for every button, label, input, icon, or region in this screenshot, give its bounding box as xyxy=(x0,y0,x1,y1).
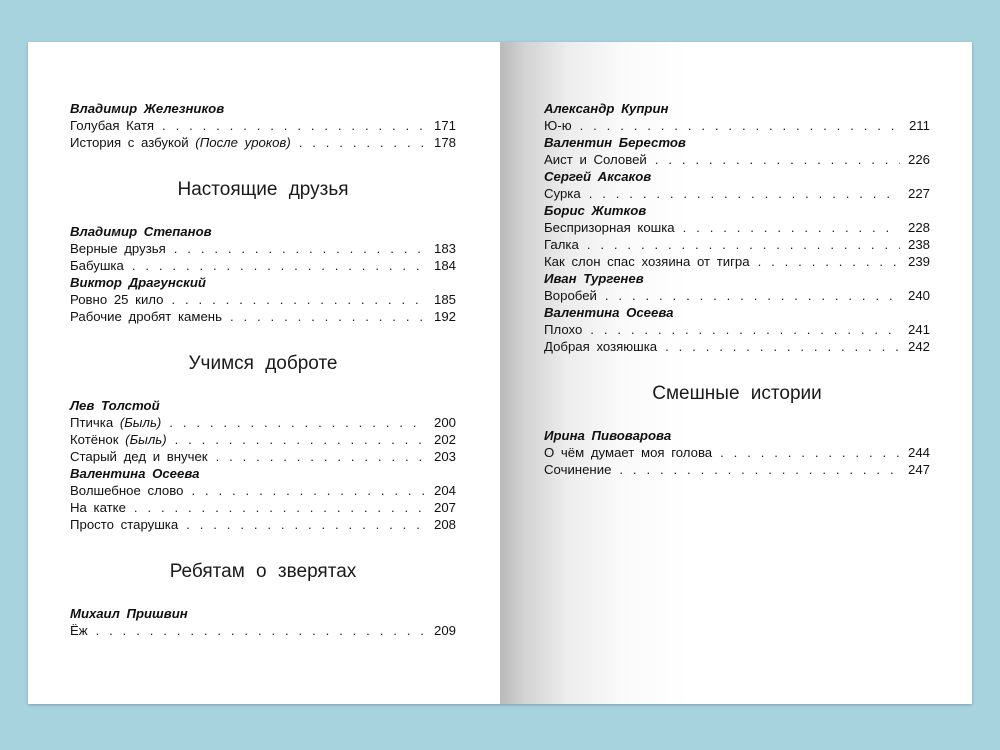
entry-title-text: Ю-ю xyxy=(544,118,572,133)
section-heading: Ребятам о зверятах xyxy=(169,561,357,582)
author-name: Иван Тургенев xyxy=(544,271,644,286)
entry-title-text: Верные друзья xyxy=(70,241,166,256)
page-number: 247 xyxy=(907,462,930,477)
section-heading: Учимся доброте xyxy=(188,353,338,374)
entry-title xyxy=(70,482,183,499)
dot-leader xyxy=(134,499,426,516)
entry-title-text: Старый дед и внучек xyxy=(70,449,208,464)
entry-title-text: Голубая Катя xyxy=(70,118,155,133)
toc-entry xyxy=(70,431,456,448)
page-number: 244 xyxy=(907,445,930,460)
toc-entry xyxy=(544,253,930,270)
left-toc-column xyxy=(70,100,456,639)
entry-title xyxy=(544,287,597,304)
entry-title xyxy=(544,151,647,168)
author-name: Валентина Осеева xyxy=(544,305,674,320)
dot-leader xyxy=(174,240,426,257)
entry-title xyxy=(70,117,154,134)
toc-entry xyxy=(70,308,456,325)
toc-entry xyxy=(70,448,456,465)
page-number: 204 xyxy=(433,483,456,498)
page-number: 227 xyxy=(907,186,930,201)
entry-title xyxy=(70,499,126,516)
page-number: 228 xyxy=(907,220,930,235)
entry-title xyxy=(544,338,657,355)
entry-title xyxy=(544,219,675,236)
entry-note: (Быль) xyxy=(119,415,162,430)
author-name: Виктор Драгунский xyxy=(70,275,206,290)
author-name: Валентин Берестов xyxy=(544,135,686,150)
toc-entry xyxy=(70,291,456,308)
dot-leader xyxy=(169,414,426,431)
right-toc-column xyxy=(544,100,930,478)
entry-title xyxy=(70,516,178,533)
entry-title xyxy=(544,444,712,461)
entry-title xyxy=(544,185,581,202)
right-page xyxy=(500,42,972,704)
spacer xyxy=(544,409,930,427)
toc-entry xyxy=(70,622,456,639)
page-number: 209 xyxy=(433,623,456,638)
entry-title-text: Котёнок xyxy=(70,432,119,447)
author-name: Ирина Пивоварова xyxy=(544,428,672,443)
dot-leader xyxy=(619,461,900,478)
author-name: Владимир Степанов xyxy=(70,224,212,239)
toc-entry xyxy=(70,240,456,257)
page-number: 240 xyxy=(907,288,930,303)
toc-entry xyxy=(544,461,930,478)
toc-entry xyxy=(544,236,930,253)
dot-leader xyxy=(186,516,426,533)
entry-title-text: Добрая хозяюшка xyxy=(544,339,658,354)
entry-title xyxy=(544,321,582,338)
dot-leader xyxy=(191,482,426,499)
entry-title xyxy=(544,117,572,134)
spacer xyxy=(70,533,456,557)
toc-entry xyxy=(544,444,930,461)
dot-leader xyxy=(590,321,900,338)
entry-title xyxy=(544,461,611,478)
dot-leader xyxy=(580,117,900,134)
page-number: 192 xyxy=(433,309,456,324)
page-number: 208 xyxy=(433,517,456,532)
dot-leader xyxy=(720,444,900,461)
entry-title-text: Сочинение xyxy=(544,462,612,477)
page-number: 238 xyxy=(907,237,930,252)
dot-leader xyxy=(589,185,900,202)
toc-entry xyxy=(544,117,930,134)
dot-leader xyxy=(605,287,900,304)
toc-entry xyxy=(70,482,456,499)
entry-title-text: Птичка xyxy=(70,415,114,430)
page-number: 211 xyxy=(908,118,930,133)
entry-title xyxy=(70,291,163,308)
toc-entry xyxy=(544,219,930,236)
entry-title-text: Как слон спас хозяина от тигра xyxy=(544,254,750,269)
page-number: 185 xyxy=(433,292,456,307)
entry-title xyxy=(70,414,161,431)
entry-title-text: Воробей xyxy=(544,288,597,303)
dot-leader xyxy=(299,134,426,151)
page-number: 241 xyxy=(907,322,930,337)
entry-title xyxy=(70,257,124,274)
toc-entry xyxy=(544,151,930,168)
spacer xyxy=(70,587,456,605)
entry-title-text: Плохо xyxy=(544,322,583,337)
entry-title-text: Беспризорная кошка xyxy=(544,220,675,235)
entry-title xyxy=(544,236,579,253)
entry-note: (После уроков) xyxy=(195,135,291,150)
entry-title-text: Ровно 25 кило xyxy=(70,292,164,307)
toc-entry xyxy=(70,516,456,533)
entry-title-text: Волшебное слово xyxy=(70,483,184,498)
entry-title-text: Аист и Соловей xyxy=(544,152,647,167)
toc-entry xyxy=(70,257,456,274)
entry-title-text: Просто старушка xyxy=(70,517,179,532)
entry-title-text: Галка xyxy=(544,237,579,252)
dot-leader xyxy=(230,308,426,325)
spacer xyxy=(70,205,456,223)
page-number: 226 xyxy=(907,152,930,167)
page-number: 203 xyxy=(433,449,456,464)
dot-leader xyxy=(96,622,426,639)
toc-entry xyxy=(70,134,456,151)
page-number: 200 xyxy=(433,415,456,430)
entry-title-text: История с азбукой xyxy=(70,135,189,150)
entry-title xyxy=(70,134,291,151)
author-name: Сергей Аксаков xyxy=(544,169,652,184)
entry-title xyxy=(70,431,167,448)
entry-title xyxy=(544,253,750,270)
author-name: Лев Толстой xyxy=(70,398,160,413)
author-name: Борис Житков xyxy=(544,203,647,218)
entry-title-text: Рабочие дробят камень xyxy=(70,309,222,324)
section-heading: Настоящие друзья xyxy=(177,179,349,200)
dot-leader xyxy=(216,448,426,465)
entry-title-text: На катке xyxy=(70,500,126,515)
dot-leader xyxy=(171,291,426,308)
dot-leader xyxy=(162,117,426,134)
dot-leader xyxy=(132,257,426,274)
page-number: 178 xyxy=(433,135,456,150)
left-page xyxy=(28,42,500,704)
section-heading: Смешные истории xyxy=(652,383,822,404)
toc-entry xyxy=(70,499,456,516)
spacer xyxy=(70,151,456,175)
page-number: 242 xyxy=(907,339,930,354)
entry-note: (Быль) xyxy=(125,432,167,447)
entry-title xyxy=(70,308,222,325)
entry-title xyxy=(70,240,166,257)
entry-title-text: Бабушка xyxy=(70,258,124,273)
spacer xyxy=(70,379,456,397)
toc-entry xyxy=(544,321,930,338)
page-number: 171 xyxy=(433,118,456,133)
page-number: 202 xyxy=(433,432,456,447)
author-name: Михаил Пришвин xyxy=(70,606,188,621)
page-number: 239 xyxy=(907,254,930,269)
spacer xyxy=(70,325,456,349)
toc-entry xyxy=(544,185,930,202)
entry-title xyxy=(70,622,88,639)
author-name: Валентина Осеева xyxy=(70,466,200,481)
entry-title xyxy=(70,448,208,465)
toc-entry xyxy=(70,117,456,134)
page-number: 207 xyxy=(433,500,456,515)
dot-leader xyxy=(683,219,900,236)
entry-title-text: Сурка xyxy=(544,186,581,201)
entry-title-text: О чём думает моя голова xyxy=(544,445,713,460)
dot-leader xyxy=(665,338,900,355)
page-number: 183 xyxy=(433,241,456,256)
author-name: Александр Куприн xyxy=(544,101,669,116)
author-name: Владимир Железников xyxy=(70,101,225,116)
dot-leader xyxy=(175,431,426,448)
entry-title-text: Ёж xyxy=(70,623,88,638)
dot-leader xyxy=(758,253,900,270)
book-spread xyxy=(28,42,972,704)
toc-entry xyxy=(544,338,930,355)
dot-leader xyxy=(655,151,900,168)
toc-entry xyxy=(70,414,456,431)
page-number: 184 xyxy=(433,258,456,273)
toc-entry xyxy=(544,287,930,304)
spacer xyxy=(544,355,930,379)
dot-leader xyxy=(587,236,900,253)
